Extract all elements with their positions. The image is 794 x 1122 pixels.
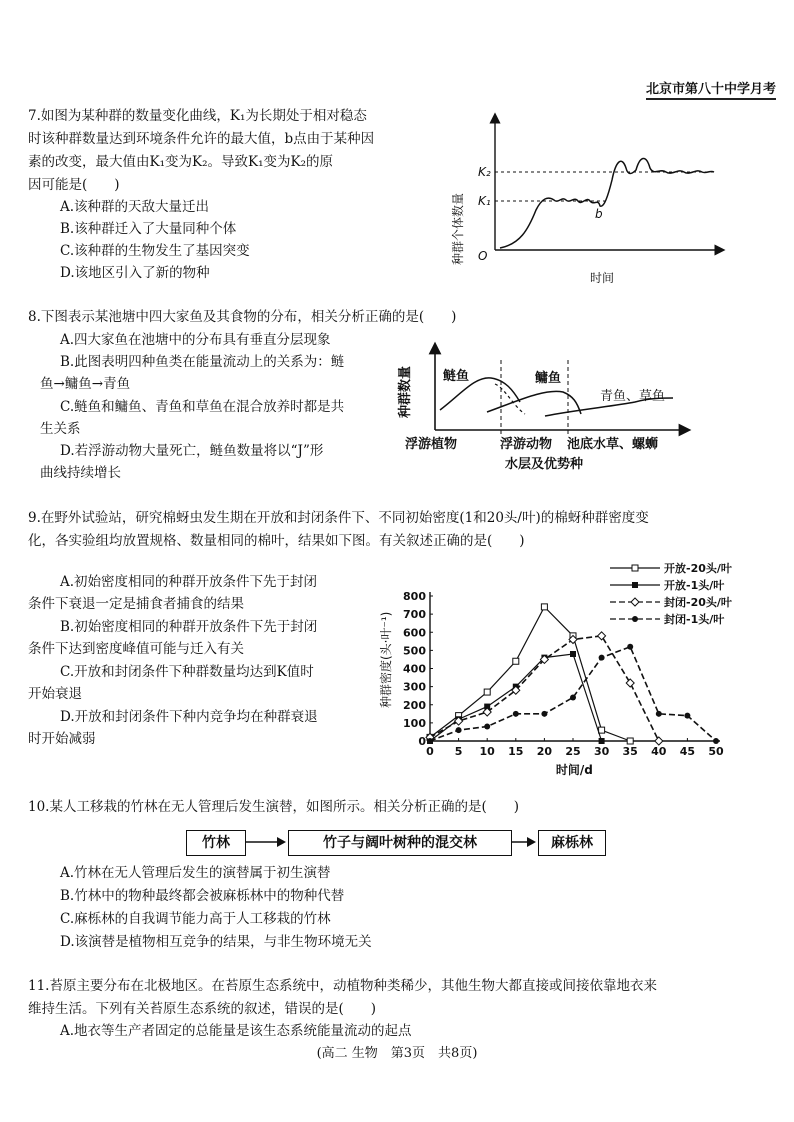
q9-stem-line: 化，各实验组均放置规格、数量相同的棉叶，结果如下图。有关叙述正确的是( ) (28, 533, 525, 549)
chart-x-tick-label: 5 (454, 745, 463, 758)
chart-point (655, 737, 663, 745)
q9-aphid-density-chart (378, 558, 778, 780)
chart-legend-label: 开放-20头/叶 (664, 562, 732, 575)
q8-zone-2: 浮游动物 (500, 437, 553, 452)
q7-xlabel: 时间 (590, 271, 615, 285)
chart-point (631, 598, 639, 606)
chart-point (713, 738, 719, 744)
q9-stem-line: 9.在野外试验站，研究棉蚜虫发生期在开放和封闭条件下、不同初始密度(1和20头/叶)的棉蚜种群密度变 (28, 510, 649, 526)
q7-k1-label: K₁ (478, 194, 491, 208)
q11-option-a: A.地衣等生产者固定的总能量是该生态系统能量流动的起点 (60, 1023, 412, 1039)
chart-series-line (430, 647, 716, 741)
q7-option-b: B.该种群迁入了大量同种个体 (60, 221, 237, 237)
chart-point (484, 689, 490, 695)
q8-label-black-grass-carp: 青鱼、草鱼 (600, 389, 666, 404)
chart-x-tick-label: 25 (565, 745, 581, 758)
chart-point (632, 582, 638, 588)
chart-y-tick-label: 700 (403, 608, 426, 622)
q8-zone-1: 浮游植物 (405, 437, 458, 452)
q9-option-line: A.初始密度相同的种群开放条件下先于封闭 (60, 574, 318, 590)
chart-point (684, 713, 690, 719)
q10-stem: 10.某人工移栽的竹林在无人管理后发生演替，如图所示。相关分析正确的是( ) (28, 799, 520, 815)
chart-series-line (430, 636, 659, 741)
chart-point (513, 658, 519, 664)
q8-option-line: A.四大家鱼在池塘中的分布具有垂直分层现象 (60, 332, 331, 348)
q9-option-line: B.初始密度相同的种群开放条件下先于封闭 (60, 619, 318, 635)
q8-option-line: 生关系 (40, 421, 81, 437)
q7-option-c: C.该种群的生物发生了基因突变 (60, 243, 250, 259)
chart-y-tick-label: 800 (403, 590, 426, 603)
chart-x-tick-label: 40 (651, 745, 667, 758)
chart-legend-label: 封闭-1头/叶 (664, 613, 725, 626)
chart-point (598, 632, 606, 640)
flow-box-mixed-forest: 竹子与阔叶树种的混交林 (288, 830, 512, 856)
q7-stem-line: 素的改变，最大值由K₁变为K₂。导致K₁变为K₂的原 (28, 154, 333, 170)
q7-origin-label: O (478, 249, 488, 263)
chart-x-tick-label: 10 (479, 745, 495, 758)
chart-y-tick-label: 400 (403, 662, 426, 676)
chart-ylabel: 种群密度(头·叶⁻¹) (379, 611, 393, 708)
chart-point (513, 711, 519, 717)
q8-xlabel: 水层及优势种 (505, 457, 584, 472)
q8-fish-distribution-figure (395, 340, 695, 480)
chart-point (570, 651, 576, 657)
q8-zone-3: 池底水草、螺蛳 (567, 437, 659, 452)
q8-ylabel: 种群数量 (398, 365, 413, 418)
flow-box-bamboo: 竹林 (186, 830, 246, 856)
q8-option-line: 鱼→鳙鱼→青鱼 (40, 376, 131, 392)
chart-y-tick-label: 200 (403, 698, 426, 712)
chart-x-tick-label: 50 (708, 745, 724, 758)
q7-option-d: D.该地区引入了新的物种 (60, 265, 210, 281)
q9-option-line: D.开放和封闭条件下种内竞争均在种群衰退 (60, 709, 318, 725)
chart-point (626, 679, 634, 687)
q8-stem: 8.下图表示某池塘中四大家鱼及其食物的分布，相关分析正确的是( ) (28, 309, 457, 325)
q8-label-bighead-carp: 鳙鱼 (535, 371, 562, 386)
chart-x-tick-label: 45 (679, 745, 696, 758)
chart-point (627, 644, 633, 650)
chart-x-tick-label: 15 (508, 745, 524, 758)
flow-box-oak-forest: 麻栎林 (538, 830, 606, 856)
chart-point (456, 727, 462, 733)
chart-y-tick-label: 600 (403, 626, 426, 640)
flow-arrow-2 (511, 834, 537, 850)
chart-point (632, 616, 638, 622)
q9-option-line: 条件下衰退一定是捕食者捕食的结果 (28, 596, 244, 612)
q10-option-d: D.该演替是植物相互竞争的结果，与非生物环境无关 (60, 934, 372, 950)
chart-point (599, 727, 605, 733)
q7-stem-line: 因可能是( ) (28, 177, 120, 193)
chart-point (632, 565, 638, 571)
chart-point (599, 738, 605, 744)
chart-point (599, 655, 605, 661)
q9-option-line: C.开放和封闭条件下种群数量均达到K值时 (60, 664, 314, 680)
q8-option-line: C.鲢鱼和鳙鱼、青鱼和草鱼在混合放养时都是共 (60, 399, 345, 415)
q7-point-b-label: b (595, 207, 603, 221)
chart-legend-label: 开放-1头/叶 (664, 579, 725, 592)
q7-k2-label: K₂ (478, 165, 491, 179)
q8-option-line: B.此图表明四种鱼类在能量流动上的关系为：鲢 (60, 354, 345, 370)
q9-option-line: 条件下达到密度峰值可能与迁入有关 (28, 641, 244, 657)
q11-stem-line: 维持生活。下列有关苔原生态系统的叙述，错误的是( ) (28, 1001, 377, 1017)
chart-x-tick-label: 0 (426, 745, 434, 758)
chart-point (656, 711, 662, 717)
chart-point (541, 604, 547, 610)
chart-point (570, 695, 576, 701)
q8-option-line: 曲线持续增长 (40, 465, 121, 481)
q7-option-a: A.该种群的天敌大量迁出 (60, 199, 210, 215)
q10-option-a: A.竹林在无人管理后发生的演替属于初生演替 (60, 865, 331, 881)
q7-population-curve-figure (440, 110, 730, 290)
q10-option-b: B.竹林中的物种最终都会被麻栎林中的物种代替 (60, 888, 345, 904)
chart-y-tick-label: 300 (403, 680, 426, 694)
q7-stem-line: 7.如图为某种群的数量变化曲线，K₁为长期处于相对稳态 (28, 108, 367, 124)
chart-y-tick-label: 500 (403, 644, 426, 658)
q9-option-line: 时开始减弱 (28, 731, 96, 747)
chart-point (627, 738, 633, 744)
chart-y-tick-label: 0 (418, 735, 426, 748)
chart-point (541, 711, 547, 717)
q9-option-line: 开始衰退 (28, 686, 82, 702)
q7-ylabel: 种群个体数量 (451, 192, 465, 265)
chart-xlabel: 时间/d (555, 763, 593, 777)
q8-label-silver-carp: 鲢鱼 (443, 369, 470, 384)
q7-stem-line: 时该种群数量达到环境条件允许的最大值，b点由于某种因 (28, 131, 375, 147)
chart-x-tick-label: 20 (536, 745, 553, 758)
school-header: 北京市第八十中学月考 (646, 78, 776, 100)
q10-option-c: C.麻栎林的自我调节能力高于人工移栽的竹林 (60, 911, 331, 927)
page-footer: (高二 生物 第3页 共8页) (316, 1046, 478, 1061)
chart-point (427, 738, 433, 744)
chart-y-tick-label: 100 (403, 716, 426, 730)
chart-legend-label: 封闭-20头/叶 (664, 596, 732, 609)
chart-point (484, 724, 490, 730)
q11-stem-line: 11.苔原主要分布在北极地区。在苔原生态系统中，动植物种类稀少，其他生物大都直接或间接依靠地衣来 (28, 978, 657, 994)
chart-x-tick-label: 35 (622, 745, 638, 758)
q8-option-line: D.若浮游动物大量死亡，鲢鱼数量将以“J”形 (60, 443, 324, 459)
chart-x-tick-label: 30 (593, 745, 610, 758)
flow-arrow-1 (245, 834, 287, 850)
